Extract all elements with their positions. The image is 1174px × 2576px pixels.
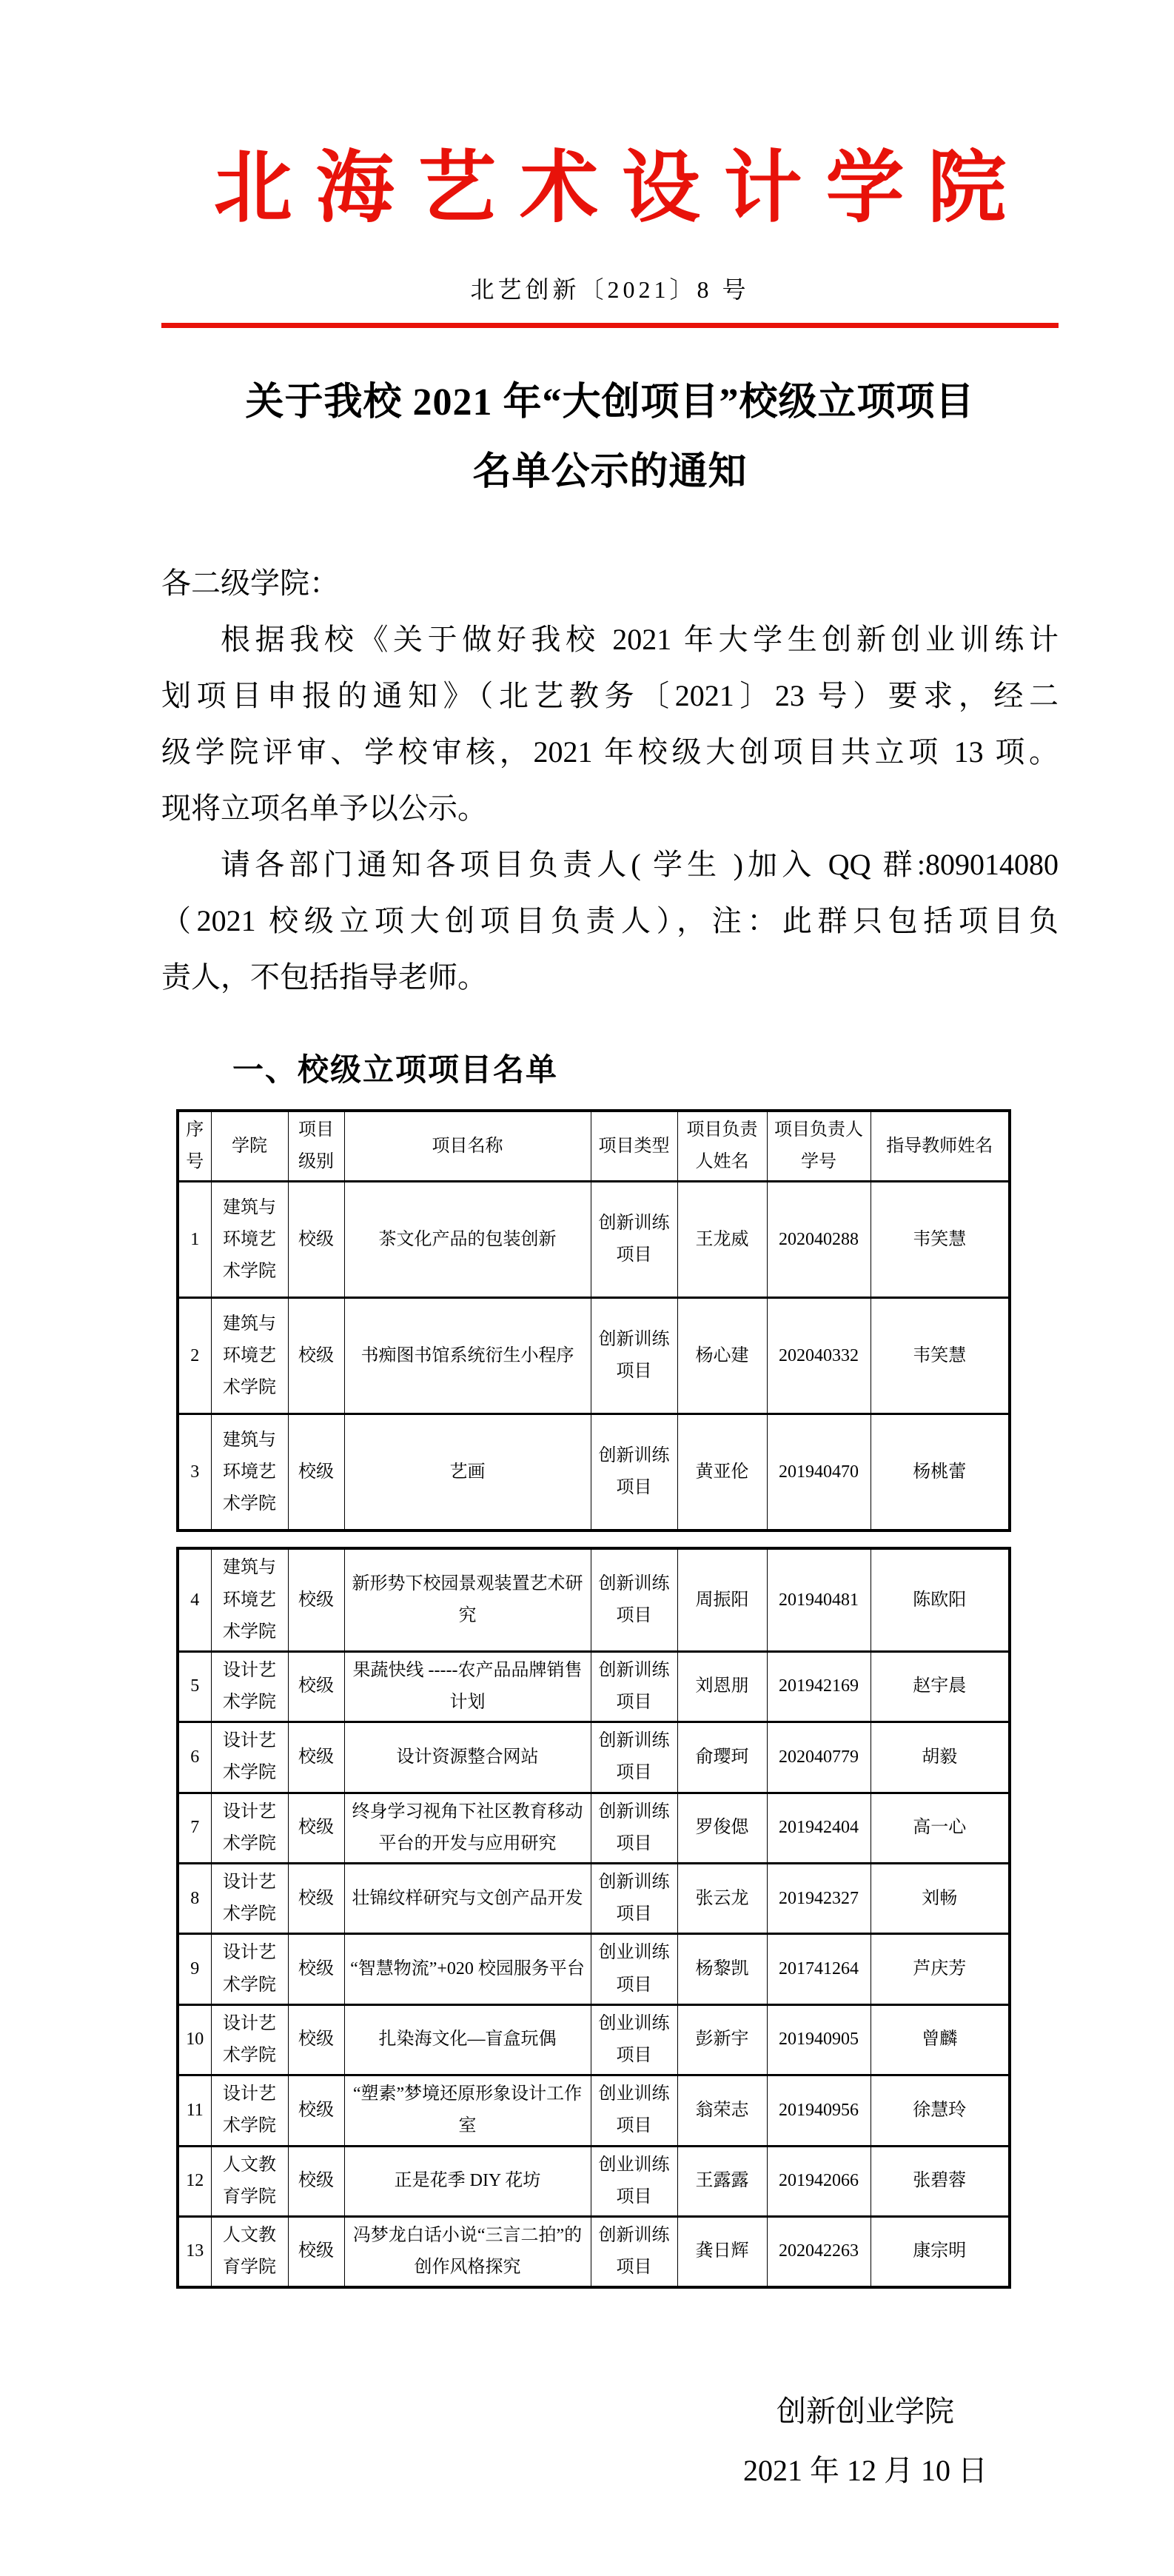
table-cell: 校级 bbox=[288, 1298, 344, 1414]
table-cell: 创新训练项目 bbox=[591, 1651, 677, 1722]
table-cell: 202040288 bbox=[767, 1182, 871, 1298]
table-cell: 13 bbox=[178, 2216, 211, 2287]
signature-block bbox=[743, 2383, 987, 2499]
table-header-cell: 项目负责人姓名 bbox=[677, 1111, 767, 1182]
table-cell: 王龙威 bbox=[677, 1182, 767, 1298]
table-cell: 9 bbox=[178, 1934, 211, 2004]
table-cell: 校级 bbox=[288, 1934, 344, 2004]
table-cell: 设计资源整合网站 bbox=[344, 1722, 591, 1793]
table-cell: 书痴图书馆系统衍生小程序 bbox=[344, 1298, 591, 1414]
table-cell: 校级 bbox=[288, 1651, 344, 1722]
table-cell: 黄亚伦 bbox=[677, 1414, 767, 1531]
table-cell: 201942169 bbox=[767, 1651, 871, 1722]
table-cell: 茶文化产品的包装创新 bbox=[344, 1182, 591, 1298]
table-cell: 201940470 bbox=[767, 1414, 871, 1531]
table-cell: 1 bbox=[178, 1182, 211, 1298]
table-cell: 冯梦龙白话小说“三言二拍”的创作风格探究 bbox=[344, 2216, 591, 2287]
table-cell: 刘畅 bbox=[871, 1864, 1010, 1934]
table-cell: 创业训练项目 bbox=[591, 2146, 677, 2216]
table-cell: 人文教育学院 bbox=[211, 2216, 288, 2287]
table-cell: 创业训练项目 bbox=[591, 1934, 677, 2004]
table-cell: 创新训练项目 bbox=[591, 1548, 677, 1651]
table-cell: 校级 bbox=[288, 2216, 344, 2287]
paragraph-line: （2021 校级立项大创项目负责人），注：此群只包括项目负 bbox=[161, 903, 1059, 937]
table-cell: 杨心建 bbox=[677, 1298, 767, 1414]
table-row bbox=[178, 2216, 1010, 2287]
table-cell: 刘恩朋 bbox=[677, 1651, 767, 1722]
paragraph-line: 级学院评审、学校审核，2021 年校级大创项目共立项 13 项。 bbox=[161, 735, 1059, 769]
table-cell: 王露露 bbox=[677, 2146, 767, 2216]
table-cell: 果蔬快线 -----农产品品牌销售计划 bbox=[344, 1651, 591, 1722]
table-cell: 翁荣志 bbox=[677, 2075, 767, 2146]
table-cell: 赵宇晨 bbox=[871, 1651, 1010, 1722]
table-row bbox=[178, 2146, 1010, 2216]
table-cell: 艺画 bbox=[344, 1414, 591, 1531]
paragraph-line: 现将立项名单予以公示。 bbox=[161, 791, 487, 825]
salutation: 各二级学院： bbox=[161, 566, 339, 600]
table-cell: “塑素”梦境还原形象设计工作室 bbox=[344, 2075, 591, 2146]
table-cell: 201940956 bbox=[767, 2075, 871, 2146]
table-cell: “智慧物流”+020 校园服务平台 bbox=[344, 1934, 591, 2004]
table-cell: 202040779 bbox=[767, 1722, 871, 1793]
table-header-cell: 序号 bbox=[178, 1111, 211, 1182]
table-cell: 10 bbox=[178, 2004, 211, 2075]
notice-title-line-2: 名单公示的通知 bbox=[472, 451, 748, 494]
table-cell: 11 bbox=[178, 2075, 211, 2146]
project-table-1 bbox=[176, 1109, 1011, 1532]
table-cell: 设计艺术学院 bbox=[211, 2004, 288, 2075]
organization-title: 北海艺术设计学院 bbox=[213, 145, 1030, 232]
table-cell: 壮锦纹样研究与文创产品开发 bbox=[344, 1864, 591, 1934]
table-cell: 201942066 bbox=[767, 2146, 871, 2216]
table-header-cell: 项目名称 bbox=[344, 1111, 591, 1182]
table-cell: 设计艺术学院 bbox=[211, 1934, 288, 2004]
table-cell: 正是花季 DIY 花坊 bbox=[344, 2146, 591, 2216]
table-cell: 曾麟 bbox=[871, 2004, 1010, 2075]
table-cell: 设计艺术学院 bbox=[211, 2075, 288, 2146]
table-cell: 设计艺术学院 bbox=[211, 1864, 288, 1934]
table-cell: 设计艺术学院 bbox=[211, 1651, 288, 1722]
table-row bbox=[178, 2004, 1010, 2075]
table-row bbox=[178, 2075, 1010, 2146]
table-cell: 彭新宇 bbox=[677, 2004, 767, 2075]
table-cell: 杨桃蕾 bbox=[871, 1414, 1010, 1531]
table-cell: 高一心 bbox=[871, 1793, 1010, 1863]
table-cell: 俞璎珂 bbox=[677, 1722, 767, 1793]
table-cell: 人文教育学院 bbox=[211, 2146, 288, 2216]
table-cell: 创业训练项目 bbox=[591, 2075, 677, 2146]
table-header-cell: 项目级别 bbox=[288, 1111, 344, 1182]
paragraph-2 bbox=[161, 837, 1059, 1006]
table-cell: 创新训练项目 bbox=[591, 1864, 677, 1934]
table-cell: 建筑与环境艺术学院 bbox=[211, 1414, 288, 1531]
body-paragraphs bbox=[161, 612, 1059, 1006]
table-cell: 创新训练项目 bbox=[591, 1298, 677, 1414]
table-cell: 建筑与环境艺术学院 bbox=[211, 1182, 288, 1298]
table-header-cell: 项目类型 bbox=[591, 1111, 677, 1182]
table-cell: 校级 bbox=[288, 1864, 344, 1934]
table-cell: 201741264 bbox=[767, 1934, 871, 2004]
table-cell: 芦庆芳 bbox=[871, 1934, 1010, 2004]
table-cell: 张碧蓉 bbox=[871, 2146, 1010, 2216]
table-cell: 韦笑慧 bbox=[871, 1182, 1010, 1298]
table-cell: 创新训练项目 bbox=[591, 2216, 677, 2287]
table-row bbox=[178, 1414, 1010, 1531]
table-cell: 龚日辉 bbox=[677, 2216, 767, 2287]
table-cell: 韦笑慧 bbox=[871, 1298, 1010, 1414]
table-cell: 设计艺术学院 bbox=[211, 1793, 288, 1863]
table-cell: 设计艺术学院 bbox=[211, 1722, 288, 1793]
table-header-cell: 项目负责人学号 bbox=[767, 1111, 871, 1182]
notice-title-line-1: 关于我校 2021 年“大创项目”校级立项项目 bbox=[245, 381, 975, 424]
table-cell: 创新训练项目 bbox=[591, 1793, 677, 1863]
table-cell: 陈欧阳 bbox=[871, 1548, 1010, 1651]
table-cell: 校级 bbox=[288, 2075, 344, 2146]
table-cell: 建筑与环境艺术学院 bbox=[211, 1298, 288, 1414]
table-row bbox=[178, 1548, 1010, 1651]
paragraph-1 bbox=[161, 612, 1059, 837]
table-cell: 杨黎凯 bbox=[677, 1934, 767, 2004]
table-cell: 202040332 bbox=[767, 1298, 871, 1414]
table-cell: 7 bbox=[178, 1793, 211, 1863]
table-row bbox=[178, 1934, 1010, 2004]
table-header-cell: 指导教师姓名 bbox=[871, 1111, 1010, 1182]
signature-organization: 创新创业学院 bbox=[776, 2395, 954, 2429]
notice-title bbox=[161, 368, 1059, 508]
table-header-cell: 学院 bbox=[211, 1111, 288, 1182]
table-cell: 4 bbox=[178, 1548, 211, 1651]
table-cell: 康宗明 bbox=[871, 2216, 1010, 2287]
table-cell: 胡毅 bbox=[871, 1722, 1010, 1793]
table-cell: 创新训练项目 bbox=[591, 1722, 677, 1793]
table-cell: 校级 bbox=[288, 2004, 344, 2075]
table-row bbox=[178, 1182, 1010, 1298]
table-row bbox=[178, 1864, 1010, 1934]
table-cell: 终身学习视角下社区教育移动平台的开发与应用研究 bbox=[344, 1793, 591, 1863]
table-cell: 12 bbox=[178, 2146, 211, 2216]
table-cell: 201942327 bbox=[767, 1864, 871, 1934]
table-cell: 校级 bbox=[288, 1548, 344, 1651]
table-header-row bbox=[178, 1111, 1010, 1182]
paragraph-line: 根据我校《关于做好我校 2021 年大学生创新创业训练计 bbox=[221, 622, 1059, 656]
paragraph-line: 责人，不包括指导老师。 bbox=[161, 960, 487, 994]
table-cell: 201942404 bbox=[767, 1793, 871, 1863]
table-cell: 新形势下校园景观装置艺术研究 bbox=[344, 1548, 591, 1651]
document-number: 北艺创新〔2021〕8 号 bbox=[470, 275, 750, 303]
table-cell: 扎染海文化—盲盒玩偶 bbox=[344, 2004, 591, 2075]
table-cell: 校级 bbox=[288, 1722, 344, 1793]
table-cell: 202042263 bbox=[767, 2216, 871, 2287]
paragraph-line: 划项目申报的通知》（北艺教务〔2021〕23 号）要求，经二 bbox=[161, 678, 1059, 712]
table-row bbox=[178, 1298, 1010, 1414]
table-cell: 创新训练项目 bbox=[591, 1414, 677, 1531]
table-cell: 建筑与环境艺术学院 bbox=[211, 1548, 288, 1651]
table-cell: 校级 bbox=[288, 1182, 344, 1298]
table-cell: 张云龙 bbox=[677, 1864, 767, 1934]
paragraph-line: 请各部门通知各项目负责人( 学生 )加入 QQ 群:809014080 bbox=[221, 847, 1059, 881]
table-row bbox=[178, 1651, 1010, 1722]
section-heading: 一、校级立项项目名单 bbox=[232, 1053, 559, 1088]
project-table-2 bbox=[176, 1547, 1011, 2289]
table-cell: 2 bbox=[178, 1298, 211, 1414]
table-row bbox=[178, 1793, 1010, 1863]
table-cell: 3 bbox=[178, 1414, 211, 1531]
table-row bbox=[178, 1722, 1010, 1793]
table-cell: 创业训练项目 bbox=[591, 2004, 677, 2075]
table-cell: 5 bbox=[178, 1651, 211, 1722]
table-cell: 校级 bbox=[288, 1793, 344, 1863]
table-cell: 罗俊偲 bbox=[677, 1793, 767, 1863]
signature-date: 2021 年 12 月 10 日 bbox=[743, 2454, 987, 2488]
table-cell: 周振阳 bbox=[677, 1548, 767, 1651]
table-cell: 8 bbox=[178, 1864, 211, 1934]
table-cell: 校级 bbox=[288, 1414, 344, 1531]
table-cell: 创新训练项目 bbox=[591, 1182, 677, 1298]
table-cell: 6 bbox=[178, 1722, 211, 1793]
table-cell: 201940481 bbox=[767, 1548, 871, 1651]
table-cell: 校级 bbox=[288, 2146, 344, 2216]
table-cell: 徐慧玲 bbox=[871, 2075, 1010, 2146]
red-divider-rule bbox=[161, 323, 1059, 328]
table-cell: 201940905 bbox=[767, 2004, 871, 2075]
